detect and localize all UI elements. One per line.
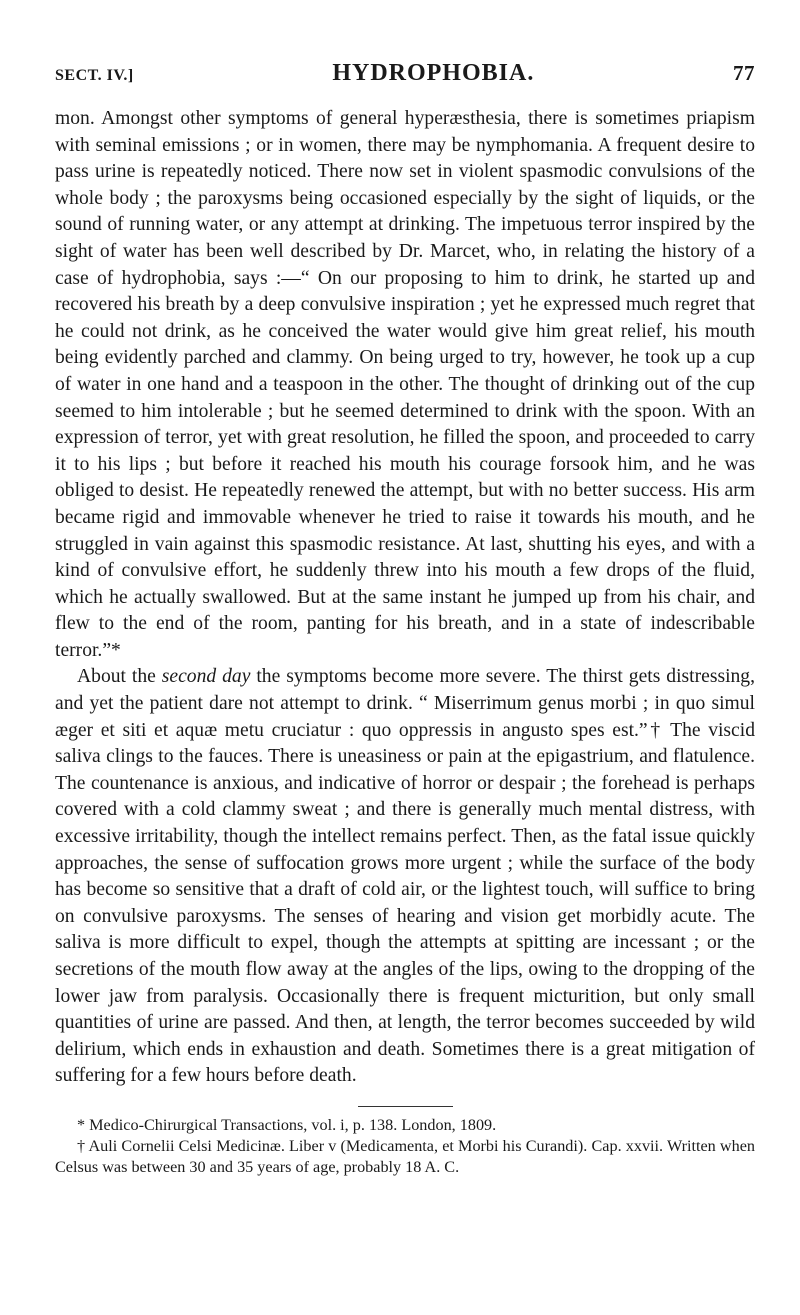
section-marker: SECT. IV.] [55, 67, 134, 84]
italic-run: second day [161, 666, 251, 688]
text-run: mon. Amongst other symptoms of general hyperæsthesia, there is sometimes priapism with seminal emissions ; or in women, there may be nymphomania. A frequent desire to pass urine is repeatedly noticed. There now set in violent spasmodic convulsions of the whole body ; the paroxysms being occasioned especially by the sight of liquids, or the sound of running water, or any attempt at drinking. The impetuous terror inspired by the sight of water has been well described by Dr. Marcet, who, in relating the history of a case of hydrophobia, says :—“ On our proposing to him to drink, he started up and recovered his breath by a deep convulsive inspiration ; yet he expressed much regret that he could not drink, as he conceived the water would give him great relief, his mouth being evidently parched and clammy. On being urged to try, however, he took up a cup of water in one hand and a teaspoon in the other. The thought of drinking out of the cup seemed to him intolerable ; but he seemed determined to drink with the spoon. With an expression of terror, yet with great resolution, he filled the spoon, and proceeded to carry it to his lips ; but before it reached his mouth his courage forsook him, and he was obliged to desist. He repeatedly renewed the attempt, but with no better success. His arm became rigid and immovable whenever he tried to raise it towards his mouth, and he struggled in vain against this spasmodic resistance. At last, shutting his eyes, and with a kind of convulsive effort, he suddenly threw into his mouth a few drops of the fluid, which he actually swallowed. But at the same instant he jumped up from his chair, and flew to the end of the room, panting for his breath, and in a state of indescribable terror.”* [55, 108, 755, 661]
paragraph-1 [55, 106, 755, 664]
footnote-1: * Medico-Chirurgical Transactions, vol. i, p. 138. London, 1809. [77, 1115, 497, 1134]
book-page [55, 60, 755, 1178]
body-text [55, 106, 755, 1090]
text-run: the symptoms become more severe. The thirst gets distressing, and yet the patient dare not attempt to drink. “ Miserrimum genus morbi ; in quo simul æger et siti et aquæ metu cruciatur : quo oppressis in angusto spes est.”† The viscid saliva clings to the fauces. There is uneasiness or pain at the epigastrium, and flatulence. The countenance is anxious, and indicative of horror or despair ; the forehead is perhaps covered with a cold clammy sweat ; and there is generally much mental distress, with excessive irritability, though the intellect remains perfect. Then, as the fatal issue quickly approaches, the sense of suffocation grows more urgent ; while the surface of the body has become so sensitive that a draft of cold air, or the lightest touch, will suffice to bring on convulsive paroxysms. The senses of hearing and vision get morbidly acute. The saliva is more difficult to expel, though the attempts at spitting are incessant ; or the secretions of the mouth flow away at the angles of the lips, owing to the dropping of the lower jaw from paralysis. Occasionally there is frequent micturition, but only small quantities of urine are passed. And then, at length, the terror becomes succeeded by wild delirium, which ends in exhaustion and death. Sometimes there is a great mitigation of suffering for a few hours before death. [55, 666, 756, 1087]
running-title: HYDROPHOBIA. [332, 60, 535, 86]
footnotes [55, 1115, 755, 1178]
footnote-2: † Auli Cornelii Celsi Medicinæ. Liber v (Medicamenta, et Morbi his Curandi). Cap. xxvii. Written when Celsus was between 30 and 35 years of age, probably 18 A. C. [55, 1136, 755, 1176]
footnote-rule [358, 1106, 453, 1107]
paragraph-2 [55, 664, 755, 1090]
page-number: 77 [732, 61, 755, 85]
running-head [55, 60, 755, 96]
text-run: About the [77, 666, 162, 688]
